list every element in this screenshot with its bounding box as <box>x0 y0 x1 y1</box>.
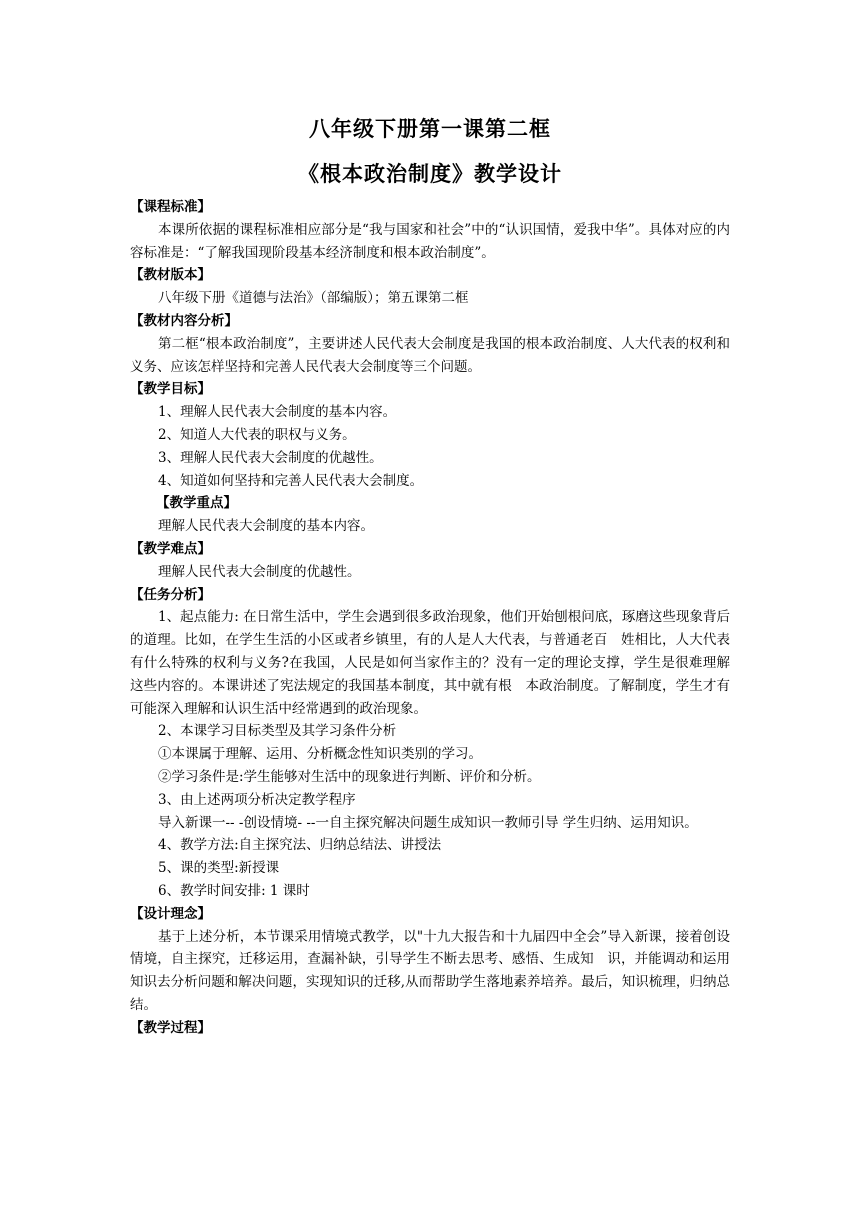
task-analysis-line: ②学习条件是:学生能够对生活中的现象进行判断、评价和分析。 <box>158 768 541 785</box>
key-points-text: 理解人民代表大会制度的基本内容。 <box>158 518 374 535</box>
document-title-line-1: 八年级下册第一课第二框 <box>309 116 551 141</box>
heading-teaching-process: 【教学过程】 <box>130 1019 211 1036</box>
design-concept-text: 基于上述分析，本节课采用情境式教学，以"十九大报告和十九届四中全会”导入新课，接着创设情境，自主探究，迁移运用，查漏补缺，引导学生不断去思考、感悟、生成知 识，并能调动和运用知识去分析问题和解决问题，实现知识的迁移,从而帮助学生落地素养培养。最后，知识梳理，归纳总结。 <box>130 928 730 1013</box>
document-title-line-2: 《根本政治制度》教学设计 <box>298 161 562 186</box>
task-analysis-line: 5、课的类型:新授课 <box>158 860 280 877</box>
teaching-goal-item: 4、知道如何坚持和完善人民代表大会制度。 <box>158 472 424 489</box>
heading-difficult-points: 【教学难点】 <box>130 540 211 557</box>
document-body <box>130 196 730 1039</box>
task-analysis-line: 4、教学方法:自主探究法、归纳总结法、讲授法 <box>158 837 442 854</box>
textbook-version-text: 八年级下册《道德与法治》（部编版）；第五课第二框 <box>158 290 469 307</box>
teaching-goal-item: 3、理解人民代表大会制度的优越性。 <box>158 449 383 466</box>
heading-textbook-version: 【教材版本】 <box>130 267 211 284</box>
teaching-goal-item: 1、理解人民代表大会制度的基本内容。 <box>158 404 397 421</box>
content-analysis-text: 第二框“根本政治制度”，主要讲述人民代表大会制度是我国的根本政治制度、人大代表的权利和义务、应该怎样坚持和完善人民代表大会制度等三个问题。 <box>130 335 730 375</box>
task-analysis-line: 3、由上述两项分析决定教学程序 <box>158 791 356 808</box>
heading-content-analysis: 【教材内容分析】 <box>130 312 238 329</box>
heading-curriculum-standard: 【课程标准】 <box>130 199 211 215</box>
teaching-goal-item: 2、知道人大代表的职权与义务。 <box>158 426 356 443</box>
heading-key-points: 【教学重点】 <box>156 495 237 512</box>
heading-task-analysis: 【任务分析】 <box>130 586 211 603</box>
curriculum-standard-text: 本课所依据的课程标准相应部分是“我与国家和社会”中的“认识国情，爱我中华”。具体对应的内容标准是：“了解我国现阶段基本经济制度和根本政治制度”。 <box>130 221 730 261</box>
difficult-points-text: 理解人民代表大会制度的优越性。 <box>158 563 361 580</box>
task-analysis-line: ①本课属于理解、运用、分析概念性知识类别的学习。 <box>158 746 482 763</box>
task-analysis-line: 2、本课学习目标类型及其学习条件分析 <box>158 723 397 740</box>
task-analysis-paragraph: 导入新课一-- -创设情境- --一自主探究解决问题生成知识一教师引导 学生归纳、运用知识。 <box>158 814 698 831</box>
heading-teaching-goals: 【教学目标】 <box>130 381 211 398</box>
heading-design-concept: 【设计理念】 <box>130 905 211 922</box>
task-analysis-paragraph: 1、起点能力: 在日常生活中，学生会遇到很多政治现象，他们开始刨根问底，琢磨这些现象背后的道理。比如，在学生生活的小区或者乡镇里，有的人是人大代表，与普通老百 姓相比，人大代表有什么特殊的权利与义务?在我国，人民是如何当家作主的？没有一定的理论支撑，学生是很难理解这些内容的。本课讲述了宪法规定的我国基本制度，其中就有根 本政治制度。了解制度，学生才有可能深入理解和认识生活中经常遇到的政治现象。 <box>130 609 730 717</box>
task-analysis-line: 6、教学时间安排: 1 课时 <box>158 882 310 899</box>
